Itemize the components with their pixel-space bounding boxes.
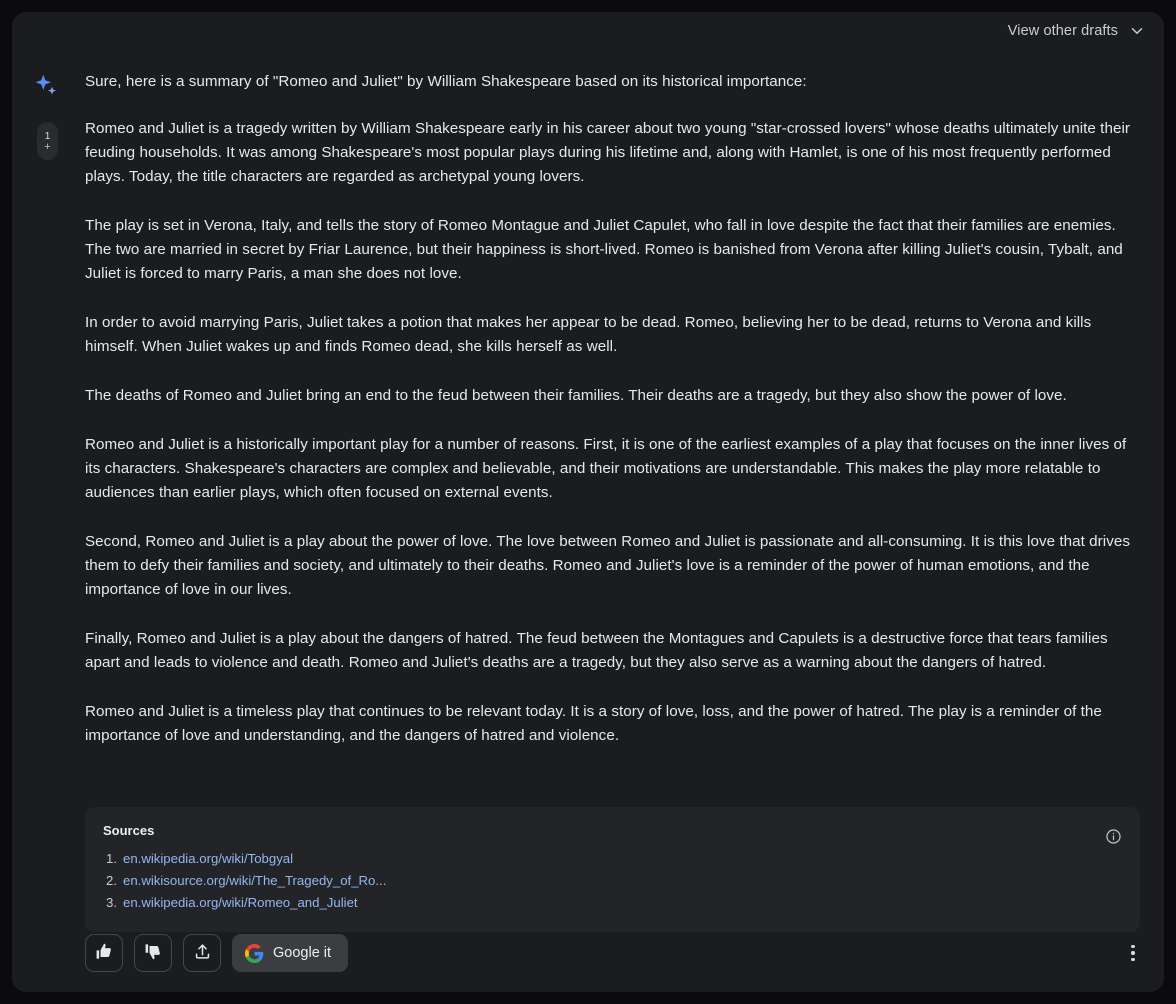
- list-item[interactable]: [103, 870, 1122, 892]
- sources-card: [85, 807, 1140, 932]
- response-paragraph: In order to avoid marrying Paris, Juliet takes a potion that makes her appear to be dead. Romeo, believing her to be dead, returns to Verona and kills himself. When Juliet wakes up and finds Romeo dead, she kills herself as well.: [85, 314, 1092, 355]
- view-other-drafts-label: View other drafts: [1007, 23, 1118, 39]
- response-paragraph: Finally, Romeo and Juliet is a play about the dangers of hatred. The feud between the Montagues and Capulets is a destructive force that tears families apart and leads to violence and death. Romeo and Juliet's deaths are a tragedy, but they also serve as a warning about the dangers of hatred.: [85, 630, 1108, 671]
- source-link[interactable]: en.wikipedia.org/wiki/Tobgyal: [123, 851, 294, 866]
- draft-pager[interactable]: [37, 122, 58, 160]
- thumbs-up-icon: [95, 942, 114, 964]
- chevron-down-icon[interactable]: [1128, 22, 1146, 40]
- response-paragraph: The play is set in Verona, Italy, and tells the story of Romeo Montague and Juliet Capulet, who fall in love despite the fact that their families are enemies. The two are married in secret by Friar Laurence, but their happiness is short-lived. Romeo is banished from Verona after killing Juliet's cousin, Tybalt, and Juliet is forced to marry Paris, a man she does not love.: [85, 217, 1123, 282]
- response-paragraph: Romeo and Juliet is a timeless play that continues to be relevant today. It is a story of love, loss, and the power of hatred. The play is a reminder of the importance of love and understanding, and the dangers of hatred and violence.: [85, 703, 1102, 744]
- response-paragraph: Romeo and Juliet is a tragedy written by William Shakespeare early in his career about two young "star-crossed lovers" whose deaths ultimately unite their feuding households. It was among Shakespeare's most popular plays during his lifetime and, along with Hamlet, is one of his most frequently performed plays. Today, the title characters are regarded as archetypal young lovers.: [85, 120, 1130, 185]
- sparkle-icon: [33, 72, 59, 98]
- info-icon[interactable]: [1105, 828, 1122, 845]
- draft-pager-number: 1: [44, 129, 51, 142]
- kebab-dot: [1131, 958, 1134, 961]
- source-index: 1.: [106, 851, 117, 866]
- response-panel: [12, 12, 1164, 992]
- sources-title: Sources: [103, 823, 155, 838]
- response-paragraph: Second, Romeo and Juliet is a play about the power of love. The love between Romeo and Juliet is passionate and all-consuming. It is this love that drives them to defy their families and society, and ultimately to their deaths. Romeo and Juliet's love is a reminder of the power of human emotions, and the importance of love in our lives.: [85, 533, 1130, 598]
- draft-pager-plus: +: [44, 140, 51, 153]
- source-index: 2.: [106, 873, 117, 888]
- share-upload-icon: [193, 942, 212, 964]
- kebab-dot: [1131, 945, 1134, 948]
- thumbs-down-icon: [144, 942, 163, 964]
- share-button[interactable]: [183, 934, 221, 972]
- response-paragraph: The deaths of Romeo and Juliet bring an end to the feud between their families. Their deaths are a tragedy, but they also show the power of love.: [85, 387, 1067, 404]
- google-it-button[interactable]: [232, 934, 348, 972]
- list-item[interactable]: [103, 848, 1122, 870]
- google-g-icon: [245, 944, 264, 963]
- source-link[interactable]: en.wikisource.org/wiki/The_Tragedy_of_Ro...: [123, 873, 387, 888]
- view-other-drafts-button[interactable]: [1008, 22, 1146, 40]
- response-paragraph: Sure, here is a summary of "Romeo and Juliet" by William Shakespeare based on its historical importance:: [85, 73, 807, 90]
- source-index: 3.: [106, 895, 117, 910]
- source-link[interactable]: en.wikipedia.org/wiki/Romeo_and_Juliet: [123, 895, 358, 910]
- response-text: [85, 70, 1143, 748]
- thumbs-up-button[interactable]: [85, 934, 123, 972]
- action-bar: [85, 934, 348, 972]
- thumbs-down-button[interactable]: [134, 934, 172, 972]
- response-paragraph: Romeo and Juliet is a historically important play for a number of reasons. First, it is one of the earliest examples of a play that focuses on the inner lives of its characters. Shakespeare's characters are complex and believable, and their motivations are understandable. This makes the play more relatable to audiences than earlier plays, which often focused on external events.: [85, 436, 1127, 501]
- kebab-dot: [1131, 951, 1134, 954]
- list-item[interactable]: [103, 892, 1122, 914]
- more-vertical-icon[interactable]: [1122, 942, 1144, 964]
- google-it-label: Google it: [273, 945, 332, 961]
